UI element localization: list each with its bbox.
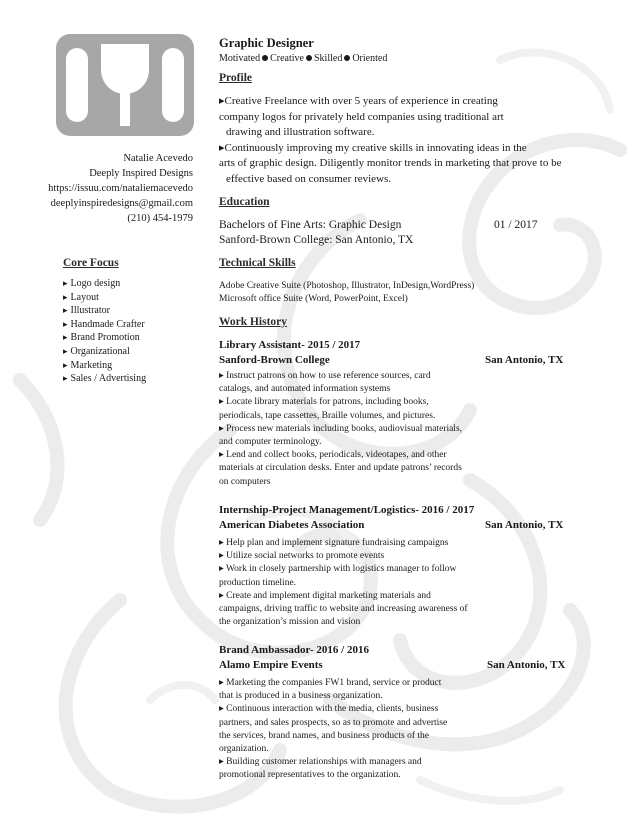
list-item: ▸ Layout xyxy=(63,291,146,305)
skills-line: Microsoft office Suite (Word, PowerPoint, Excel) xyxy=(219,294,408,304)
list-item: ▸ Sales / Advertising xyxy=(63,372,146,386)
job-1-bullets xyxy=(219,370,539,489)
bullet-line: and computer terminology. xyxy=(219,437,322,448)
job-2-location: San Antonio, TX xyxy=(485,519,564,531)
contact-company: Deeply Inspired Designs xyxy=(89,168,193,179)
bullet-line: ▸ Process new materials including books, audiovisual materials, xyxy=(219,423,463,434)
list-item: ▸ Marketing xyxy=(63,359,146,373)
job-3-location: San Antonio, TX xyxy=(487,659,566,671)
job-2-bullets xyxy=(219,537,539,629)
bullet-line: catalogs, and automated information systems xyxy=(219,384,391,395)
bullet-line: ▸ Building customer relationships with managers and xyxy=(219,757,422,768)
profile-line: effective based on consumer reviews. xyxy=(226,172,392,185)
bullet-dot-icon xyxy=(262,55,268,61)
bullet-line: campaigns, driving traffic to website and increasing awareness of xyxy=(219,604,468,615)
contact-name: Natalie Acevedo xyxy=(123,153,193,164)
profile-heading: Profile xyxy=(219,72,252,84)
list-item: ▸ Handmade Crafter xyxy=(63,318,146,332)
education-school: Sanford-Brown College: San Antonio, TX xyxy=(219,234,414,246)
trait: Skilled xyxy=(313,53,343,64)
bullet-line: ▸ Utilize social networks to promote events xyxy=(219,551,385,562)
profile-line: company logos for privately held companies using traditional art xyxy=(219,110,504,123)
contact-website[interactable]: https://issuu.com/nataliemacevedo xyxy=(48,183,193,194)
profile-line: ▸Continuously improving my creative skills in innovating ideas in the xyxy=(219,141,527,154)
bullet-line: organization. xyxy=(219,744,269,755)
job-3-org: Alamo Empire Events xyxy=(219,659,323,671)
job-2-org: American Diabetes Association xyxy=(219,519,365,531)
profile-line: ▸Creative Freelance with over 5 years of experience in creating xyxy=(219,95,498,107)
bullet-dot-icon xyxy=(344,55,350,61)
job-1-location: San Antonio, TX xyxy=(485,354,564,366)
list-item: ▸ Organizational xyxy=(63,345,146,359)
bullet-line: ▸ Instruct patrons on how to use reference sources, card xyxy=(219,371,431,381)
education-date: 01 / 2017 xyxy=(494,219,538,231)
profile-text xyxy=(219,94,619,187)
job-2-title: Internship-Project Management/Logistics- 2016 / 2017 xyxy=(219,504,475,516)
contact-info xyxy=(20,151,193,226)
bullet-line: materials at circulation desks. Enter and update patrons’ records xyxy=(219,463,462,474)
bullet-line: ▸ Locate library materials for patrons, including books, xyxy=(219,397,429,408)
bullet-line: the organization’s mission and vision xyxy=(219,617,361,628)
skills-line: Adobe Creative Suite (Photoshop, Illustrator, InDesign,WordPress) xyxy=(219,281,475,291)
bullet-line: on computers xyxy=(219,476,271,487)
list-item: ▸ Illustrator xyxy=(63,304,146,318)
work-history-heading: Work History xyxy=(219,316,288,328)
bullet-line: ▸ Continuous interaction with the media, clients, business xyxy=(219,704,439,715)
trait: Motivated xyxy=(219,53,261,64)
education-heading: Education xyxy=(219,196,270,208)
core-focus-list xyxy=(63,277,146,386)
logo-icon xyxy=(56,34,194,136)
profile-line: arts of graphic design. Diligently monitor trends in marketing that prove to be xyxy=(219,157,562,169)
list-item: ▸ Brand Promotion xyxy=(63,331,146,345)
bullet-line: ▸ Create and implement digital marketing materials and xyxy=(219,590,431,601)
bullet-line: that is produced in a business organization. xyxy=(219,691,383,702)
job-3-title: Brand Ambassador- 2016 / 2016 xyxy=(219,644,369,656)
bullet-dot-icon xyxy=(306,55,312,61)
list-item: ▸ Logo design xyxy=(63,277,146,291)
job-title-heading: Graphic Designer xyxy=(219,36,314,50)
bullet-line: ▸ Work in closely partnership with logistics manager to follow xyxy=(219,564,457,575)
education-degree: Bachelors of Fine Arts: Graphic Design xyxy=(219,219,402,231)
job-1-title: Library Assistant- 2015 / 2017 xyxy=(219,339,361,351)
job-1-org: Sanford-Brown College xyxy=(219,354,330,366)
bullet-line: ▸ Marketing the companies FW1 brand, service or product xyxy=(219,678,442,688)
bullet-line: promotional representatives to the organization. xyxy=(219,770,401,781)
trait: Creative xyxy=(270,53,304,64)
technical-skills-text xyxy=(219,280,619,306)
bullet-line: ▸ Help plan and implement signature fundraising campaigns xyxy=(219,538,449,548)
contact-email[interactable]: deeplyinspiredesigns@gmail.com xyxy=(50,198,193,209)
trait: Oriented xyxy=(352,53,388,64)
profile-line: drawing and illustration software. xyxy=(226,126,375,138)
bullet-line: the services, brand names, and business products of the xyxy=(219,730,430,741)
technical-skills-heading: Technical Skills xyxy=(219,257,296,269)
bullet-line: production timeline. xyxy=(219,577,297,588)
traits-line xyxy=(219,53,619,64)
core-focus-heading: Core Focus xyxy=(63,257,119,269)
job-3-bullets xyxy=(219,677,539,783)
bullet-line: ▸ Lend and collect books, periodicals, videotapes, and other xyxy=(219,450,447,461)
contact-phone: (210) 454-1979 xyxy=(127,213,193,224)
bullet-line: periodicals, tape cassettes, Braille volumes, and pictures. xyxy=(219,410,436,421)
bullet-line: partners, and sales prospects, so as to promote and advertise xyxy=(219,717,448,728)
